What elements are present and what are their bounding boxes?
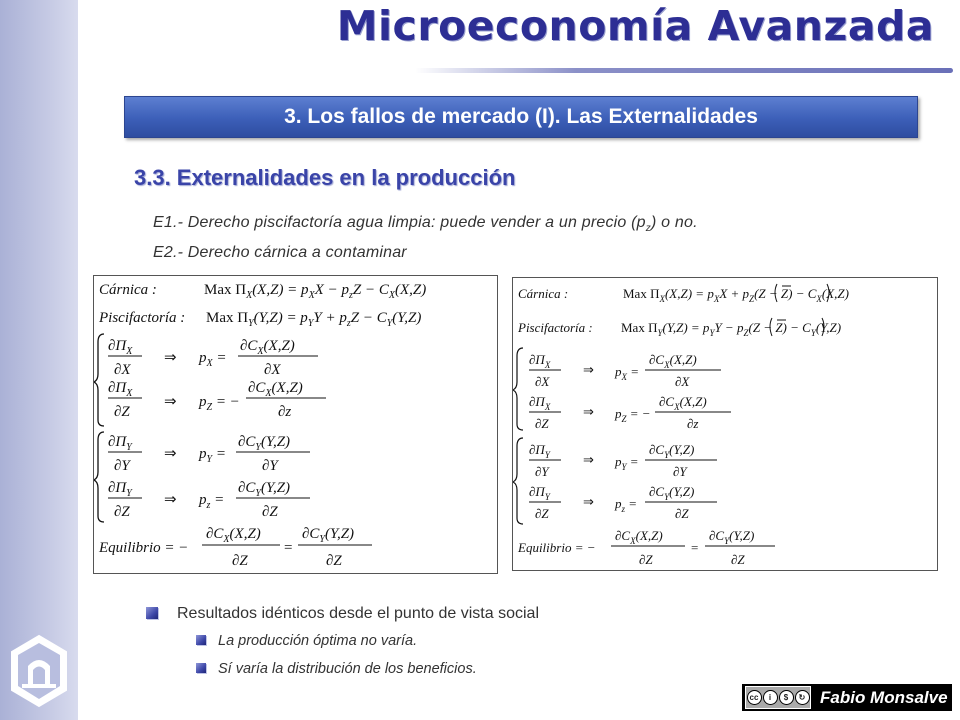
left-eq-num-1: $\partial C_X(X,Z)$ xyxy=(206,526,261,545)
right-equilibrio-label: Equilibrio = − xyxy=(518,540,596,555)
right-implies-1: ⇒ xyxy=(583,362,594,377)
cc-icon: cc xyxy=(747,690,762,705)
right-carnica-equation: Max $\Pi_X(X,Z) = p_XX + p_Z(Z - Z) - C_X(X,Z)$ xyxy=(623,286,849,304)
cc-license-badge xyxy=(745,686,811,709)
right-dpix-dx-den: ∂X xyxy=(535,374,550,389)
sub-bullet-2: Sí varía la distribución de los beneficios. xyxy=(218,661,477,677)
right-eq-den-2: ∂Z xyxy=(731,552,745,567)
left-dpix-dx-num: $\partial\Pi_X$ xyxy=(108,338,133,357)
license-credit xyxy=(742,684,952,711)
left-eq-den-1: ∂Z xyxy=(232,553,248,569)
course-title: Microeconomía Avanzada xyxy=(336,2,934,50)
right-formula-box xyxy=(512,277,938,571)
right-eq-den-1: ∂Z xyxy=(639,552,653,567)
right-carnica-label: Cárnica : xyxy=(518,286,569,301)
sub-bullet-1: La producción óptima no varía. xyxy=(218,633,418,649)
right-dpiy-dz-den: ∂Z xyxy=(535,506,549,521)
right-implies-3: ⇒ xyxy=(583,452,594,467)
right-dpix-dx-num: $\partial\Pi_X$ xyxy=(529,352,551,370)
right-dcx-dz-num: $\partial C_X(X,Z)$ xyxy=(659,394,707,412)
right-foc-pz: $p_Z$ = − xyxy=(615,406,651,424)
right-eq-num-2: $\partial C_Y(Y,Z)$ xyxy=(709,528,755,546)
header-divider xyxy=(415,68,953,73)
left-implies-3: ⇒ xyxy=(164,446,177,462)
intro-line-e2: E2.- Derecho cárnica a contaminar xyxy=(153,244,407,261)
right-dcx-dx-den: ∂X xyxy=(675,374,690,389)
intro-e1-end: ) o no. xyxy=(651,214,698,231)
left-dpiy-dy-num: $\partial\Pi_Y$ xyxy=(108,434,132,453)
intro-line-e1 xyxy=(153,214,698,234)
left-dcy-dz-den: ∂Z xyxy=(262,504,278,520)
left-formula-box xyxy=(93,275,498,574)
right-implies-4: ⇒ xyxy=(583,494,594,509)
left-dpiy-dz-num: $\partial\Pi_Y$ xyxy=(108,480,132,499)
right-implies-2: ⇒ xyxy=(583,404,594,419)
university-logo-icon xyxy=(8,634,70,708)
left-eq-den-2: ∂Z xyxy=(326,553,342,569)
right-foc-pz2: $p_z$ = xyxy=(615,496,638,514)
left-foc-pz: $p_Z$ = − xyxy=(199,394,240,413)
bullet-square-icon xyxy=(196,635,206,645)
sa-icon: ↻ xyxy=(795,690,810,705)
left-carnica-equation: Max $\Pi_X(X,Z) = p_XX - p_zZ - C_X(X,Z)$ xyxy=(204,282,427,301)
right-dcx-dx-num: $\partial C_X(X,Z)$ xyxy=(649,352,697,370)
left-eq-equals: = xyxy=(284,540,293,556)
right-dpiy-dy-den: ∂Y xyxy=(535,464,549,479)
left-pisc-label: Piscifactoría : xyxy=(99,310,186,326)
left-dpix-dz-num: $\partial\Pi_X$ xyxy=(108,380,133,399)
right-eq-equals: = xyxy=(691,540,699,555)
right-dcx-dz-den: ∂z xyxy=(687,416,699,431)
section-title: 3.3. Externalidades en la producción xyxy=(134,165,516,190)
side-decorative-band xyxy=(0,0,78,720)
right-pisc-label: Piscifactoría : xyxy=(518,320,593,335)
bullet-main: Resultados idénticos desde el punto de vista social xyxy=(177,605,539,622)
right-dcy-dy-num: $\partial C_Y(Y,Z)$ xyxy=(649,442,695,460)
left-implies-4: ⇒ xyxy=(164,492,177,508)
left-dcy-dy-num: $\partial C_Y(Y,Z)$ xyxy=(238,434,291,453)
left-dpix-dz-den: ∂Z xyxy=(114,404,130,420)
right-dpix-dz-num: $\partial\Pi_X$ xyxy=(529,394,551,412)
left-dcy-dy-den: ∂Y xyxy=(262,458,278,474)
right-foc-px: $p_X$ = xyxy=(615,364,640,382)
left-foc-pz2: $p_z$ = xyxy=(199,492,225,511)
left-dcx-dz-num: $\partial C_X(X,Z)$ xyxy=(248,380,303,399)
right-dcy-dy-den: ∂Y xyxy=(673,464,687,479)
right-eq-num-1: $\partial C_X(X,Z)$ xyxy=(615,528,663,546)
left-dcy-dz-num: $\partial C_Y(Y,Z)$ xyxy=(238,480,291,499)
left-foc-px: $p_X$ = xyxy=(199,350,227,369)
left-pisc-equation: Max $\Pi_Y(Y,Z) = p_YY + p_zZ - C_Y(Y,Z)$ xyxy=(206,310,422,329)
left-equilibrio-label: Equilibrio = − xyxy=(99,540,189,556)
nc-icon: $ xyxy=(779,690,794,705)
right-dcy-dz-den: ∂Z xyxy=(675,506,689,521)
bullet-square-icon xyxy=(196,663,206,673)
right-foc-py: $p_Y$ = xyxy=(615,454,639,472)
author-name: Fabio Monsalve xyxy=(820,687,948,707)
by-icon: i xyxy=(763,690,778,705)
left-eq-num-2: $\partial C_Y(Y,Z)$ xyxy=(302,526,355,545)
left-carnica-label: Cárnica : xyxy=(99,282,157,298)
left-dpiy-dy-den: ∂Y xyxy=(114,458,130,474)
left-foc-py: $p_Y$ = xyxy=(199,446,226,465)
right-dpiy-dz-num: $\partial\Pi_Y$ xyxy=(529,484,550,502)
right-dpiy-dy-num: $\partial\Pi_Y$ xyxy=(529,442,550,460)
bullet-square-icon xyxy=(146,607,158,619)
left-dcx-dx-num: $\partial C_X(X,Z)$ xyxy=(240,338,295,357)
left-dcx-dz-den: ∂z xyxy=(278,404,292,420)
left-dcx-dx-den: ∂X xyxy=(264,362,281,378)
intro-e1-text: E1.- Derecho piscifactoría agua limpia: puede vender a un precio (p xyxy=(153,214,646,231)
chapter-banner: 3. Los fallos de mercado (I). Las Externalidades xyxy=(124,96,918,138)
left-dpiy-dz-den: ∂Z xyxy=(114,504,130,520)
left-implies-1: ⇒ xyxy=(164,350,177,366)
left-dpix-dx-den: ∂X xyxy=(114,362,131,378)
intro-e1-subscript: z xyxy=(645,223,651,235)
right-dpix-dz-den: ∂Z xyxy=(535,416,549,431)
right-pisc-equation: Max $\Pi_Y(Y,Z) = p_YY - p_Z(Z - Z) - C_Y(Y,Z)$ xyxy=(621,320,842,338)
right-dcy-dz-num: $\partial C_Y(Y,Z)$ xyxy=(649,484,695,502)
left-implies-2: ⇒ xyxy=(164,394,177,410)
